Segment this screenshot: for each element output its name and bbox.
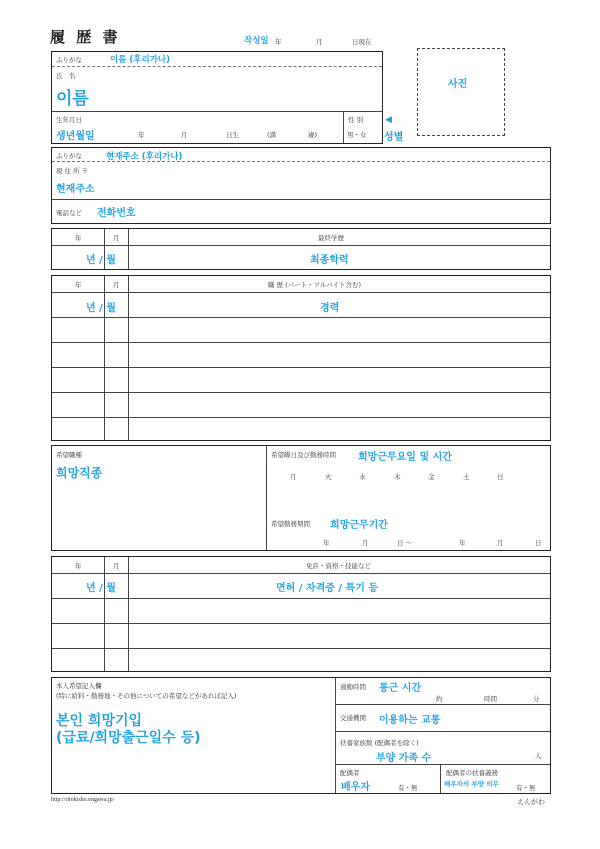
dependents-value[interactable]: 부양 가족 수: [376, 753, 432, 764]
weekday-thu: 木: [394, 473, 401, 481]
gender-arrow-icon: ◀: [385, 115, 392, 125]
licenses-ym[interactable]: 년 / 월: [86, 583, 116, 594]
licenses-title: 免許・資格・技能など: [306, 562, 371, 570]
divider: [336, 704, 550, 705]
personal-info-box: [51, 51, 383, 144]
divider: [104, 557, 105, 671]
address-label: 現 住 所 〒: [56, 167, 89, 175]
career-value[interactable]: 경력: [320, 303, 340, 314]
commute-hours: 時間: [484, 695, 497, 703]
spouse-duty-options[interactable]: 有・無: [516, 784, 536, 792]
education-month-header: 月: [113, 234, 120, 242]
divider: [52, 66, 382, 67]
transport-value[interactable]: 이용하는 교통: [379, 715, 441, 726]
name-furigana-value[interactable]: 이름 (후리가나): [110, 55, 170, 65]
divider: [52, 111, 382, 112]
divider: [343, 111, 344, 143]
education-value[interactable]: 최종학력: [310, 255, 349, 266]
commute-label: 通勤時間: [340, 683, 366, 691]
education-year-header: 年: [75, 234, 82, 242]
personal-request-line1[interactable]: 본인 희망기입: [56, 713, 143, 729]
gender-value[interactable]: 성별: [384, 132, 404, 143]
divider: [335, 678, 336, 793]
licenses-month-header: 月: [113, 562, 120, 570]
name-value[interactable]: 이름: [56, 89, 89, 109]
birth-value[interactable]: 생년월일: [56, 131, 95, 142]
spouse-duty-label: 配偶者の扶養義務: [446, 769, 498, 777]
period-end-year: 年: [459, 539, 466, 547]
divider: [336, 764, 550, 765]
divider: [52, 623, 550, 624]
education-box: [51, 228, 551, 270]
period-end-month: 月: [497, 539, 504, 547]
address-furigana-value[interactable]: 현재주소 (후리가나): [106, 152, 183, 162]
dependents-unit: 人: [535, 752, 542, 760]
address-value[interactable]: 현재주소: [56, 184, 95, 195]
personal-request-sublabel: (特に給料・勤務地・その他についての希望などがあれば記入): [56, 692, 237, 700]
divider: [52, 367, 550, 368]
birth-label: 生年月日: [56, 116, 82, 124]
divider: [440, 765, 441, 793]
career-year-header: 年: [75, 281, 82, 289]
education-title: 最終学歴: [318, 234, 344, 242]
divider: [52, 417, 550, 418]
document-title: 履 歴 書: [50, 28, 121, 46]
career-title: 職 歴 (パート・アルバイト含む): [268, 281, 361, 289]
divider: [128, 229, 129, 269]
footer-url[interactable]: http://rirekisho.engawa.jp/: [51, 797, 115, 803]
desired-conditions-box: [51, 445, 551, 551]
phone-value[interactable]: 전화번호: [97, 208, 136, 219]
gender-label: 性 別: [348, 116, 364, 124]
divider: [52, 598, 550, 599]
age-open: (満: [267, 131, 277, 139]
desired-days-label: 希望曜日及び勤務時間: [271, 451, 336, 459]
divider: [266, 446, 267, 550]
spouse-value[interactable]: 배우자: [341, 782, 370, 793]
header-month: 月: [316, 38, 323, 46]
licenses-value[interactable]: 면허 / 자격증 / 특기 등: [276, 583, 378, 594]
transport-label: 交通機関: [340, 714, 366, 722]
divider: [128, 557, 129, 671]
licenses-year-header: 年: [75, 562, 82, 570]
divider: [128, 276, 129, 440]
period-start-month: 月: [362, 539, 369, 547]
personal-request-line2[interactable]: (급료/희망출근일수 등): [56, 730, 201, 746]
header-day-now: 日現在: [352, 38, 372, 46]
divider: [52, 199, 550, 200]
dependents-label: 扶養家族数 (配偶者を除く): [340, 739, 419, 747]
footer-brand: えんがわ: [517, 798, 545, 806]
weekday-mon: 月: [290, 473, 297, 481]
weekday-sun: 日: [497, 473, 504, 481]
age-close: 歳): [308, 131, 318, 139]
weekday-sat: 土: [463, 473, 470, 481]
commute-value[interactable]: 통근 시간: [379, 683, 422, 694]
period-start-day: 日 〜: [397, 539, 413, 547]
job-type-label: 希望職種: [56, 451, 82, 459]
birth-month: 月: [181, 131, 188, 139]
period-start-year: 年: [323, 539, 330, 547]
divider: [52, 292, 550, 293]
period-end-day: 日: [535, 539, 542, 547]
address-furigana-label: ふりがな: [56, 152, 82, 160]
desired-period-value[interactable]: 희망근무기간: [330, 520, 388, 531]
photo-label: 사진: [448, 79, 468, 90]
spouse-options[interactable]: 有・無: [398, 784, 418, 792]
gender-options[interactable]: 男・女: [347, 131, 367, 139]
divider: [52, 392, 550, 393]
divider: [52, 317, 550, 318]
phone-label: 電話など: [56, 209, 82, 217]
career-month-header: 月: [113, 281, 120, 289]
spouse-duty-value[interactable]: 배우자의 부양 의무: [444, 780, 499, 788]
photo-box[interactable]: [417, 48, 505, 136]
commute-approx: 約: [436, 695, 443, 703]
name-furigana-label: ふりがな: [56, 56, 82, 64]
weekday-tue: 火: [325, 473, 332, 481]
divider: [52, 573, 550, 574]
birth-year: 年: [138, 131, 145, 139]
commute-minutes: 分: [533, 695, 540, 703]
job-type-value[interactable]: 희망직종: [56, 466, 103, 480]
divider: [52, 648, 550, 649]
desired-days-value[interactable]: 희망근무요일 및 시간: [358, 452, 452, 463]
birth-day: 日生: [226, 131, 239, 139]
divider: [52, 342, 550, 343]
divider: [52, 245, 550, 246]
education-ym[interactable]: 년 / 월: [86, 255, 116, 266]
weekday-wed: 水: [359, 473, 366, 481]
career-ym[interactable]: 년 / 월: [86, 303, 116, 314]
spouse-label: 配偶者: [340, 769, 360, 777]
written-date-label: 작성일: [244, 36, 269, 46]
name-label: 氏 名: [56, 72, 76, 80]
desired-period-label: 希望勤務期間: [271, 520, 310, 528]
weekday-fri: 金: [428, 473, 435, 481]
personal-request-label: 本人希望記入欄: [56, 682, 102, 690]
divider: [336, 731, 550, 732]
header-year: 年: [275, 38, 282, 46]
